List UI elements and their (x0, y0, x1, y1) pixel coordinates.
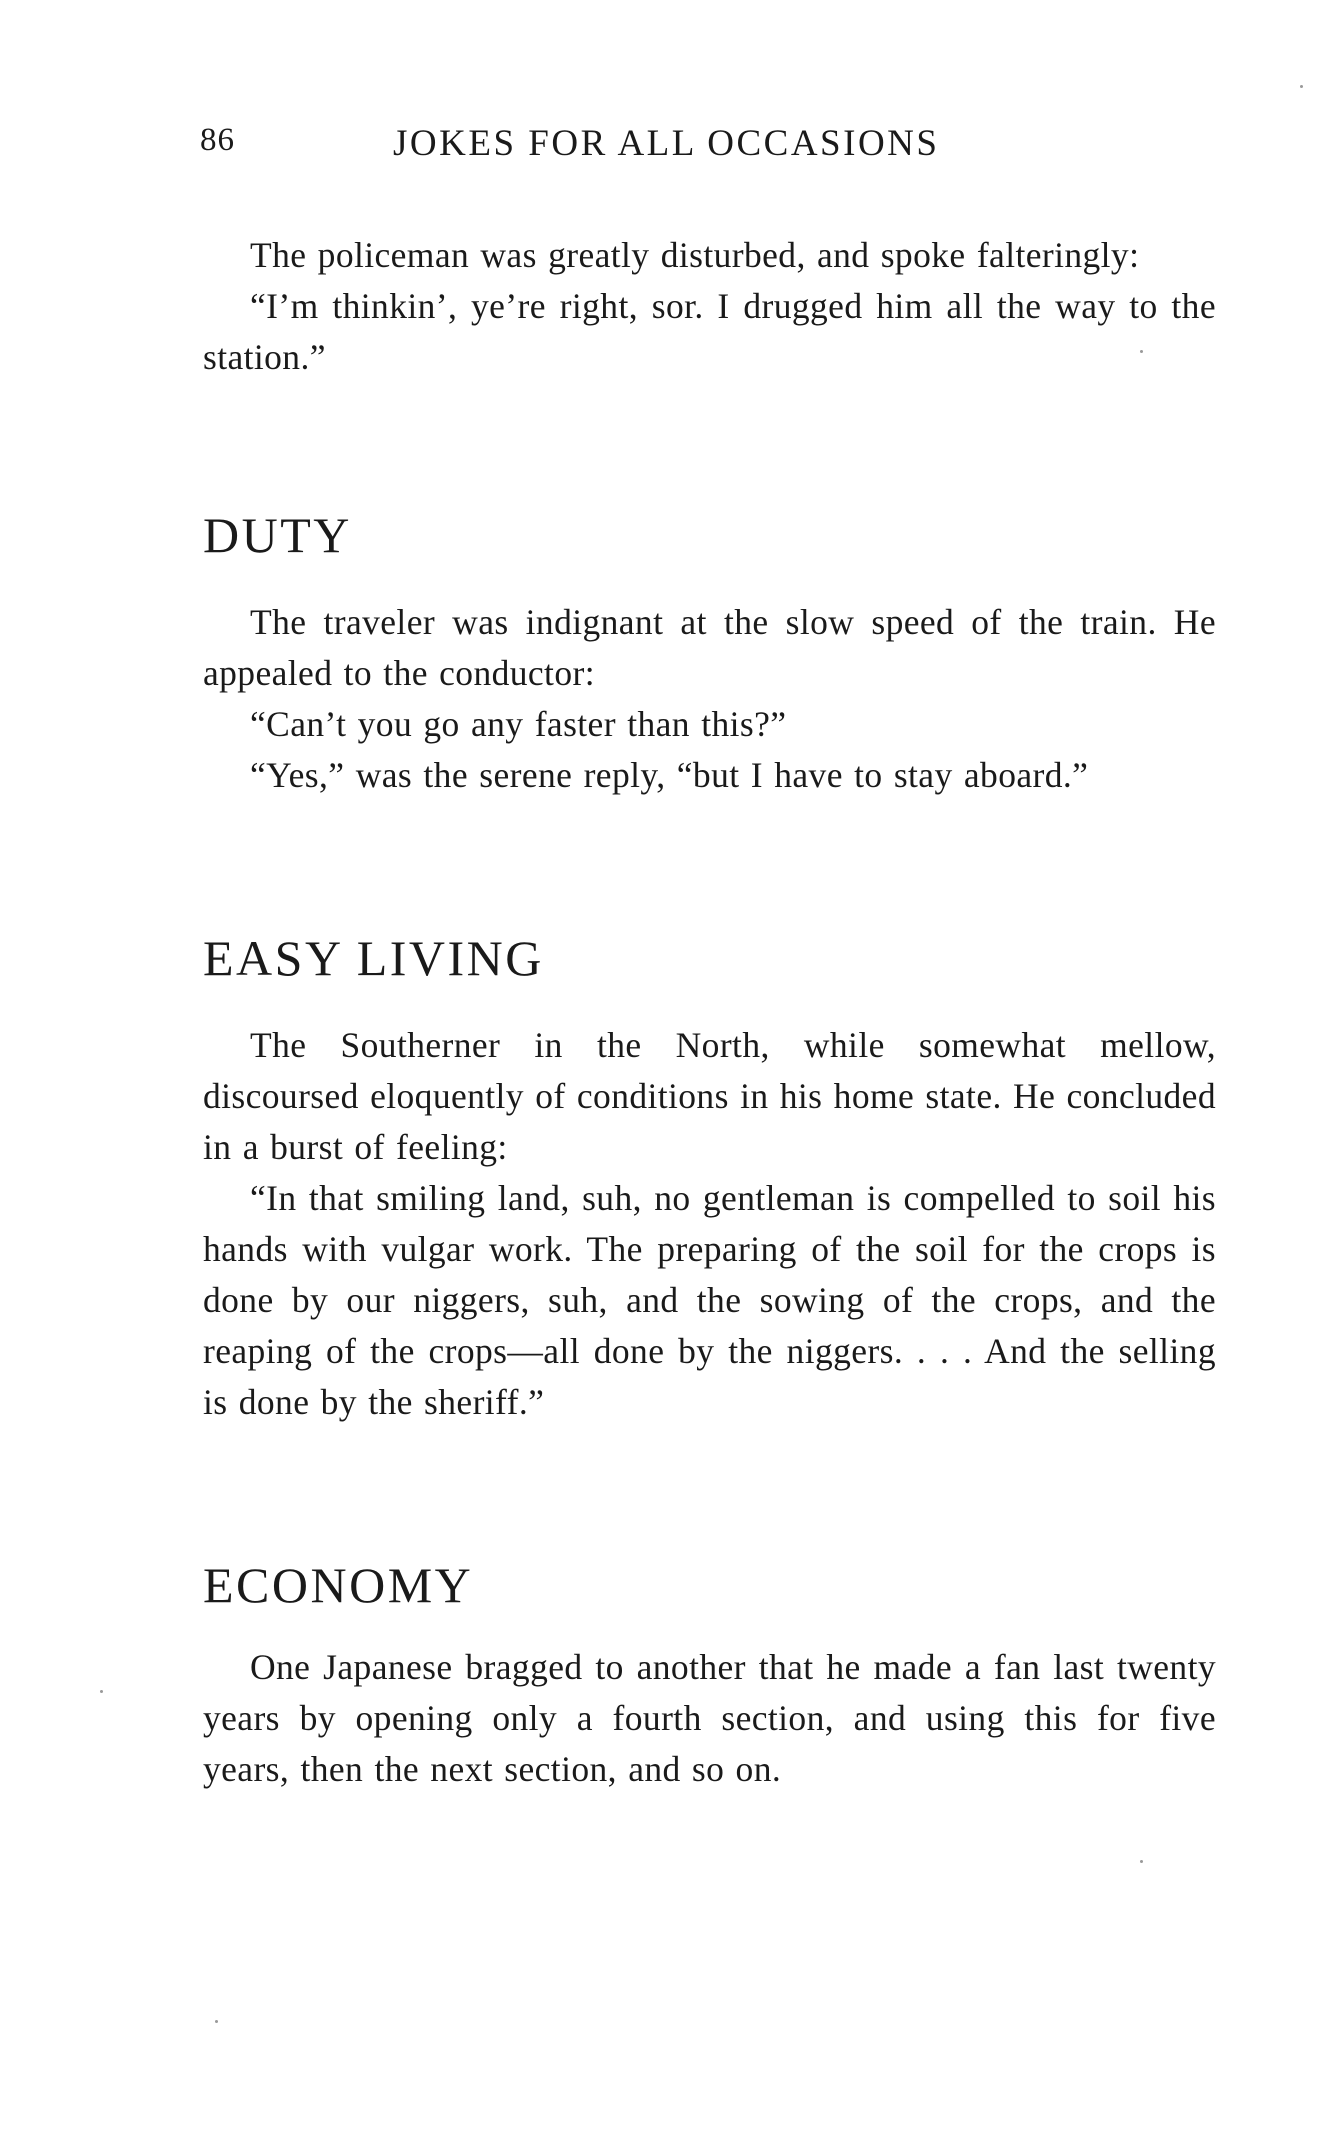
paragraph: “Yes,” was the serene reply, “but I have to stay aboard.” (250, 755, 1089, 795)
paragraph: One Japanese bragged to another that he made a fan last twenty years by opening only a fourth section, and using this for five years, then the next section, and so on. (203, 1647, 1216, 1789)
section-heading-duty: DUTY (203, 507, 352, 563)
running-head (200, 122, 1030, 172)
paper-speck (1140, 1860, 1143, 1863)
paper-speck (215, 2020, 218, 2023)
section-heading-easy-living: EASY LIVING (203, 930, 544, 986)
joke-text-easy-living (203, 1020, 1216, 1428)
running-title: JOKES FOR ALL OCCASIONS (393, 123, 940, 164)
paragraph: “Can’t you go any faster than this?” (250, 704, 787, 744)
paper-speck (1300, 85, 1303, 88)
continued-joke-text (203, 230, 1216, 383)
paper-speck (1140, 350, 1143, 353)
paper-speck (100, 1690, 103, 1693)
paragraph: The policeman was greatly disturbed, and spoke falteringly: (250, 235, 1140, 275)
section-heading-economy: ECONOMY (203, 1557, 474, 1613)
paragraph: The Southerner in the North, while somewhat mellow, discoursed eloquently of conditions in his home state. He concluded in a burst of feeling: (203, 1025, 1216, 1167)
page-number: 86 (200, 122, 235, 158)
joke-text-duty (203, 597, 1216, 801)
paragraph: The traveler was indignant at the slow speed of the train. He appealed to the conductor: (203, 602, 1216, 693)
paragraph: “I’m thinkin’, ye’re right, sor. I drugged him all the way to the station.” (203, 286, 1216, 377)
joke-text-economy (203, 1642, 1216, 1795)
paragraph: “In that smiling land, suh, no gentleman is compelled to soil his hands with vulgar work. The preparing of the soil for the crops is done by our niggers, suh, and the sowing of the crops, and the reaping of the crops—all done by the niggers. . . . And the selling is done by the sheriff.” (203, 1178, 1216, 1422)
